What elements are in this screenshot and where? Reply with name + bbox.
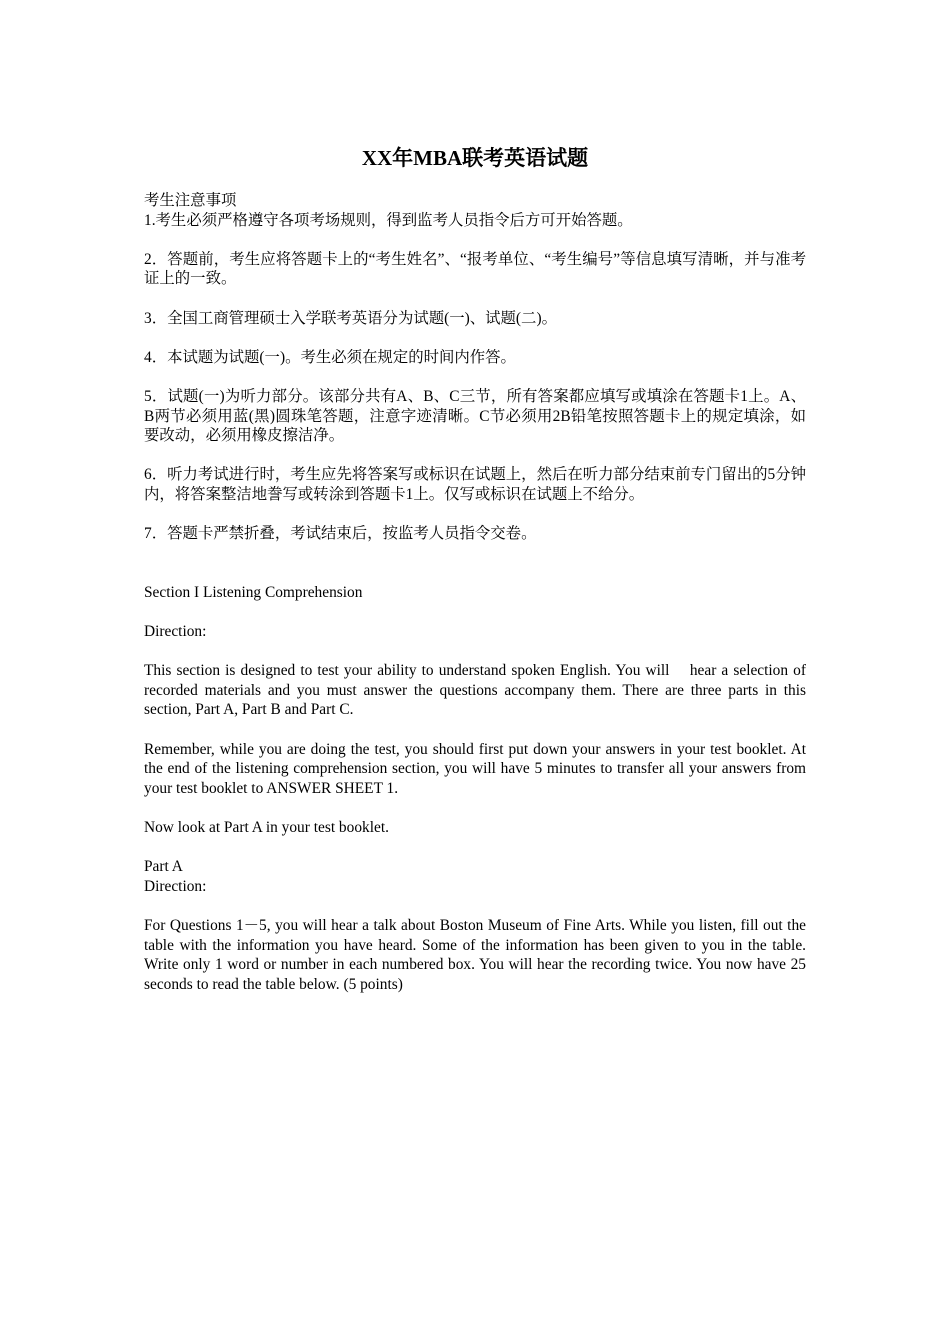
page-title: XX年MBA联考英语试题	[361, 146, 589, 170]
document-body	[144, 191, 810, 994]
part-a-heading: Part A	[144, 858, 183, 876]
part-a-direction-label: Direction:	[144, 877, 207, 895]
section-paragraph-3: Now look at Part A in your test booklet.	[144, 819, 389, 836]
notice-heading: 考生注意事项	[144, 192, 237, 209]
section-paragraph-2: Remember, while you are doing the test, you should first put down your answers in your test booklet. At the end of the listening comprehension section, you will have 5 minutes to transfer all your answers from your test booklet to ANSWER SHEET 1.	[144, 740, 806, 797]
section-paragraph-1: This section is designed to test your ability to understand spoken English. You will hear a selection of recorded materials and you must answer the questions accompany them. There are three parts in this section, Part A, Part B and Part C.	[144, 662, 810, 719]
notice-item-2: 2．答题前，考生应将答题卡上的“考生姓名”、“报考单位、“考生编号”等信息填写清晰，并与准考证上的一致。	[144, 250, 806, 288]
part-a-paragraph: For Questions 1－5, you will hear a talk about Boston Museum of Fine Arts. While you listen, fill out the table with the information you have heard. Some of the information has been given to you in the table. Write only 1 word or number in each numbered box. You will hear the recording twice. You now have 25 seconds to read the table below. (5 points)	[144, 916, 806, 993]
notice-item-5: 5．试题(一)为听力部分。该部分共有A、B、C三节，所有答案都应填写或填涂在答题卡1上。A、B两节必须用蓝(黑)圆珠笔答题，注意字迹清晰。C节必须用2B铅笔按照答题卡上的规定填涂，如要改动，必须用橡皮擦洁净。	[144, 387, 806, 445]
notice-item-6: 6．听力考试进行时，考生应先将答案写或标识在试题上，然后在听力部分结束前专门留出的5分钟内，将答案整洁地誊写或转涂到答题卡1上。仅写或标识在试题上不给分。	[144, 466, 806, 503]
notice-item-1: 1.考生必须严格遵守各项考场规则，得到监考人员指令后方可开始答题。	[144, 211, 633, 229]
notice-item-3: 3．全国工商管理硕士入学联考英语分为试题(一)、试题(二)。	[144, 309, 557, 327]
section-heading: Section I Listening Comprehension	[144, 583, 363, 601]
notice-item-4: 4．本试题为试题(一)。考生必须在规定的时间内作答。	[144, 348, 516, 366]
section-direction-label: Direction:	[144, 623, 207, 641]
notice-item-7: 7．答题卡严禁折叠，考试结束后，按监考人员指令交卷。	[144, 525, 537, 543]
